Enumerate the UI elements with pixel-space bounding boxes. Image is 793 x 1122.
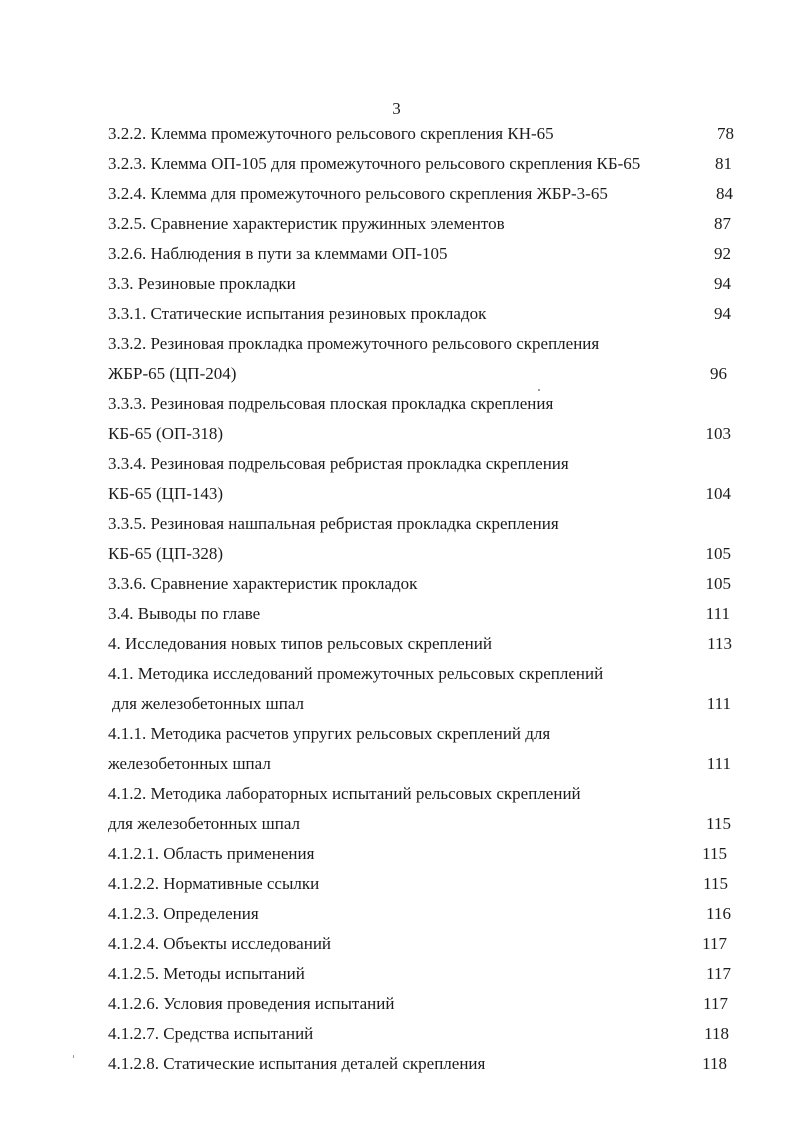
toc-entry-page: 87	[714, 214, 731, 233]
toc-entry-page: 105	[705, 544, 731, 563]
toc-entry	[0, 569, 793, 599]
toc-entry-page: 104	[705, 484, 731, 503]
toc-entry-page: 115	[706, 814, 731, 833]
toc-entry-title: 3.3.5. Резиновая нашпальная ребристая прокладка скрепления	[108, 514, 559, 533]
toc-entry-title: 3.2.5. Сравнение характеристик пружинных элементов	[108, 214, 505, 233]
toc-entry-page: 118	[704, 1024, 729, 1043]
toc-entry-title: КБ-65 (ЦП-143)	[108, 484, 224, 503]
toc-entry	[0, 779, 793, 809]
toc-entry-title: для железобетонных шпал	[108, 814, 301, 833]
toc-entry-title: 4.1.2.5. Методы испытаний	[108, 964, 305, 983]
toc-entry	[0, 539, 793, 569]
toc-entry-page: 94	[714, 274, 731, 293]
toc-entry-title: 4.1.2. Методика лабораторных испытаний рельсовых скреплений	[108, 784, 581, 803]
toc-entry-page: 105	[705, 574, 731, 593]
toc-entry	[0, 119, 793, 149]
toc-entry	[0, 479, 793, 509]
toc-entry-page: 117	[702, 934, 727, 953]
toc-entry-page: 117	[703, 994, 728, 1013]
toc-entry-title: 3.2.6. Наблюдения в пути за клеммами ОП-105	[108, 244, 448, 263]
toc-entry-title: 4.1.2.7. Средства испытаний	[108, 1024, 314, 1043]
toc-entry-page: 111	[706, 694, 731, 713]
toc-entry	[0, 689, 793, 719]
toc-entry-title: 3.2.4. Клемма для промежуточного рельсового скрепления ЖБР-3-65	[108, 184, 608, 203]
toc-entry	[0, 299, 793, 329]
toc-entry-page: 103	[705, 424, 731, 443]
toc-entry	[0, 899, 793, 929]
toc-entry-title: 3.3.4. Резиновая подрельсовая ребристая прокладка скрепления	[108, 454, 569, 473]
toc-entry	[0, 179, 793, 209]
page-number: 3	[392, 99, 401, 118]
toc-entry-page: 81	[715, 154, 732, 173]
toc-entry	[0, 509, 793, 539]
toc-entry-title: железобетонных шпал	[108, 754, 271, 773]
toc-entry	[0, 929, 793, 959]
toc-entry-page: 118	[702, 1054, 727, 1073]
toc-entry-title: КБ-65 (ОП-318)	[108, 424, 224, 443]
toc-entry	[0, 389, 793, 419]
toc-entry-page: 78	[717, 124, 734, 143]
toc-entry-page: 117	[706, 964, 731, 983]
toc-entry	[0, 959, 793, 989]
toc-entry	[0, 1049, 793, 1079]
table-of-contents	[0, 119, 793, 1079]
toc-entry	[0, 419, 793, 449]
toc-entry	[0, 449, 793, 479]
toc-entry-page: 115	[703, 874, 728, 893]
toc-entry	[0, 629, 793, 659]
toc-entry-title: 4.1.2.2. Нормативные ссылки	[108, 874, 320, 893]
toc-entry	[0, 839, 793, 869]
toc-entry-title: 4.1.2.6. Условия проведения испытаний	[108, 994, 395, 1013]
scan-speck	[73, 1055, 74, 1058]
toc-entry	[0, 989, 793, 1019]
toc-entry	[0, 749, 793, 779]
toc-entry-title: 3.3.1. Статические испытания резиновых прокладок	[108, 304, 487, 323]
toc-entry-title: 3.3. Резиновые прокладки	[108, 274, 296, 293]
toc-entry	[0, 1019, 793, 1049]
toc-entry-title: для железобетонных шпал	[112, 694, 305, 713]
toc-entry-title: 4.1.2.4. Объекты исследований	[108, 934, 332, 953]
toc-entry-page: 115	[702, 844, 727, 863]
toc-entry	[0, 269, 793, 299]
toc-entry-title: 4. Исследования новых типов рельсовых скреплений	[108, 634, 492, 653]
toc-entry-page: 84	[716, 184, 733, 203]
toc-entry	[0, 719, 793, 749]
toc-entry	[0, 869, 793, 899]
toc-entry-page: 92	[714, 244, 731, 263]
toc-entry-title: 4.1.2.8. Статические испытания деталей скрепления	[108, 1054, 486, 1073]
toc-entry-title: 4.1.2.1. Область применения	[108, 844, 315, 863]
toc-entry-title: 4.1. Методика исследований промежуточных рельсовых скреплений	[108, 664, 604, 683]
toc-entry	[0, 209, 793, 239]
toc-entry	[0, 599, 793, 629]
toc-entry-page: 111	[706, 754, 731, 773]
toc-entry-title: 4.1.2.3. Определения	[108, 904, 259, 923]
toc-entry-title: 3.3.3. Резиновая подрельсовая плоская прокладка скрепления	[108, 394, 554, 413]
toc-entry-page: 94	[714, 304, 731, 323]
toc-entry	[0, 329, 793, 359]
toc-entry-title: 3.4. Выводы по главе	[108, 604, 261, 623]
toc-entry-title: ЖБР-65 (ЦП-204)	[108, 364, 237, 383]
toc-entry	[0, 239, 793, 269]
toc-entry-page: 113	[707, 634, 732, 653]
toc-entry-title: 3.3.6. Сравнение характеристик прокладок	[108, 574, 418, 593]
toc-entry	[0, 809, 793, 839]
toc-entry	[0, 359, 793, 389]
toc-entry	[0, 149, 793, 179]
toc-entry-title: 4.1.1. Методика расчетов упругих рельсовых скреплений для	[108, 724, 551, 743]
toc-entry-title: 3.3.2. Резиновая прокладка промежуточного рельсового скрепления	[108, 334, 600, 353]
toc-entry-page: 111	[705, 604, 730, 623]
toc-entry-page: 116	[706, 904, 731, 923]
toc-entry-page: 96	[710, 364, 727, 383]
toc-entry-title: 3.2.3. Клемма ОП-105 для промежуточного рельсового скрепления КБ-65	[108, 154, 641, 173]
toc-entry-title: 3.2.2. Клемма промежуточного рельсового скрепления КН-65	[108, 124, 554, 143]
toc-entry-title: КБ-65 (ЦП-328)	[108, 544, 224, 563]
toc-entry	[0, 659, 793, 689]
scan-speck	[538, 389, 540, 391]
